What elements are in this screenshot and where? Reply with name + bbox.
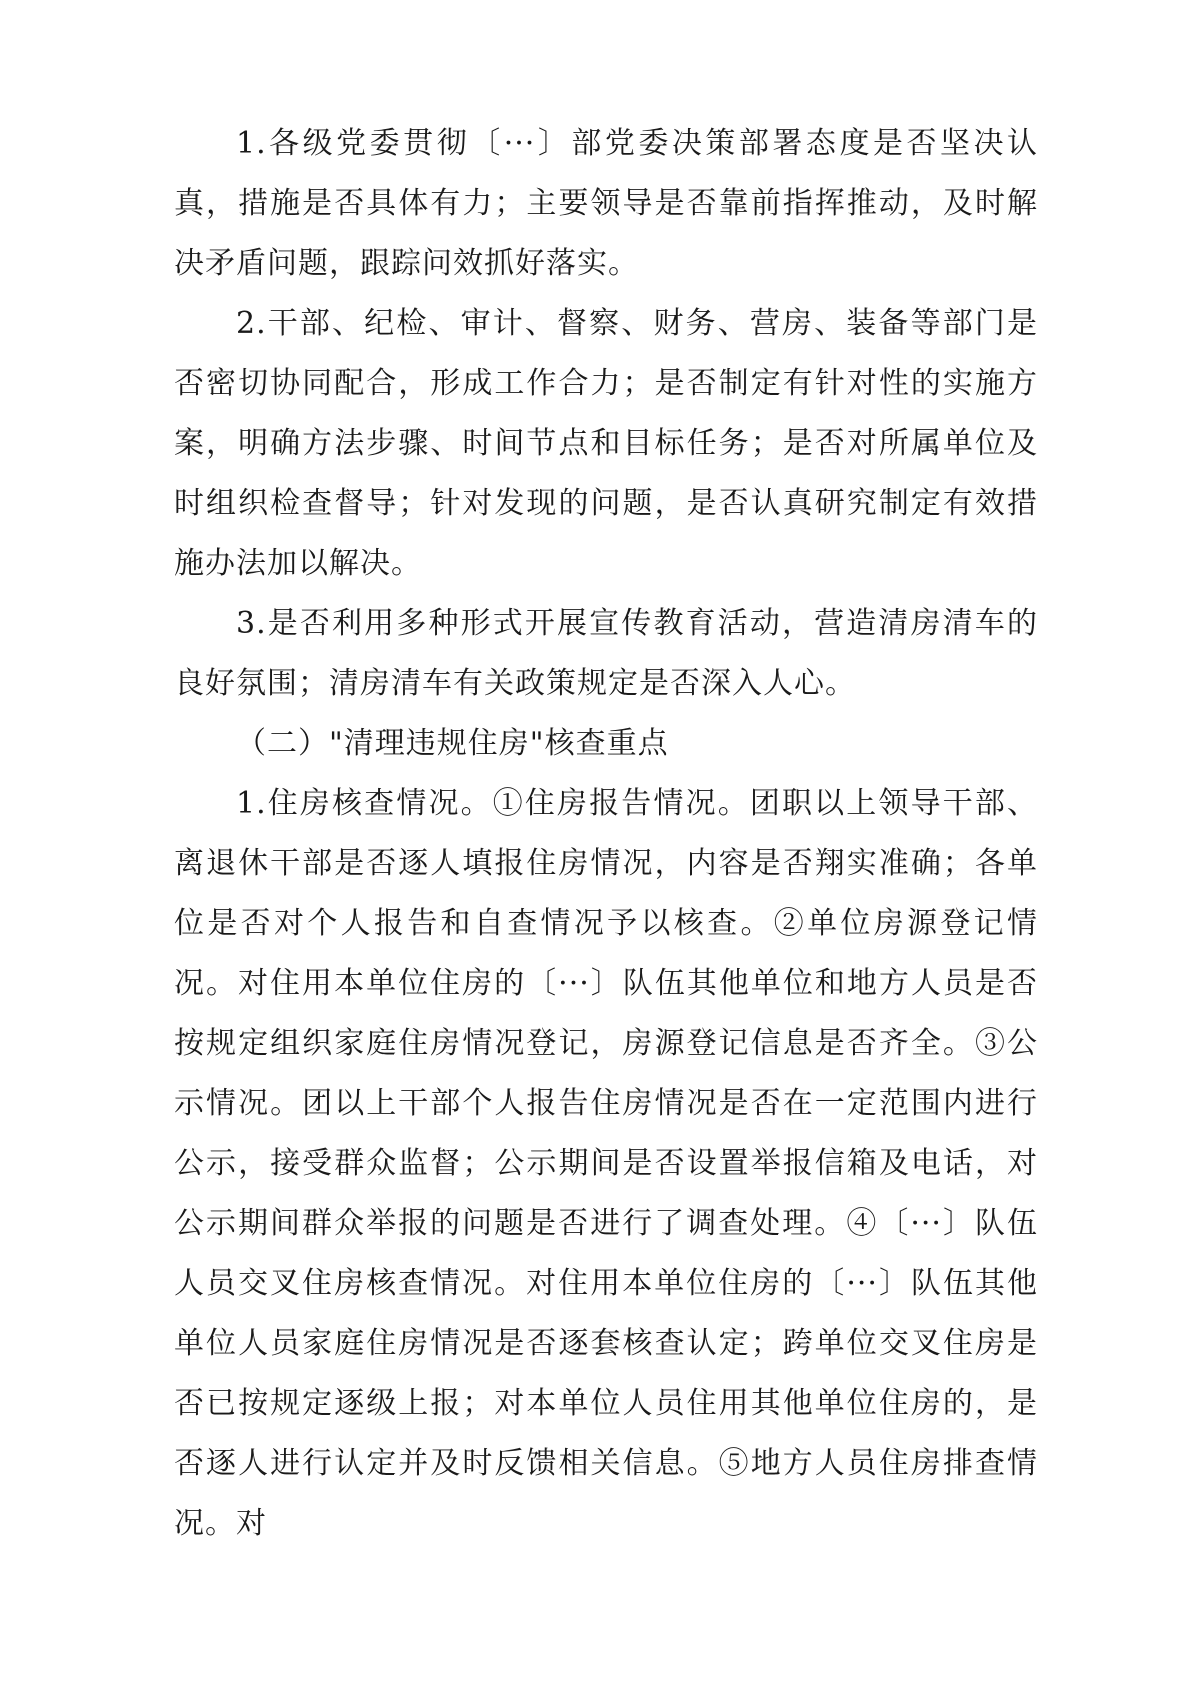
paragraph-4: 1.住房核查情况。①住房报告情况。团职以上领导干部、离退休干部是否逐人填报住房情况，内容是否翔实准确；各单位是否对个人报告和自查情况予以核查。②单位房源登记情况。对住用本单位住房的〔···〕队伍其他单位和地方人员是否按规定组织家庭住房情况登记，房源登记信息是否齐全。③公示情况。团以上干部个人报告住房情况是否在一定范围内进行公示，接受群众监督；公示期间是否设置举报信箱及电话，对公示期间群众举报的问题是否进行了调查处理。④〔···〕队伍人员交叉住房核查情况。对住用本单位住房的〔···〕队伍其他单位人员家庭住房情况是否逐套核查认定；跨单位交叉住房是否已按规定逐级上报；对本单位人员住用其他单位住房的，是否逐人进行认定并及时反馈相关信息。⑤地方人员住房排查情况。对 (174, 786, 1038, 1541)
paragraph-2: 2.干部、纪检、审计、督察、财务、营房、装备等部门是否密切协同配合，形成工作合力；是否制定有针对性的实施方案，明确方法步骤、时间节点和目标任务；是否对所属单位及时组织检查督导；针对发现的问题，是否认真研究制定有效措施办法加以解决。 (174, 306, 1038, 581)
paragraph-1: 1.各级党委贯彻〔···〕部党委决策部署态度是否坚决认真，措施是否具体有力；主要领导是否靠前指挥推动，及时解决矛盾问题，跟踪问效抓好落实。 (174, 126, 1038, 281)
document-body (174, 114, 1038, 1554)
paragraph-3: 3.是否利用多种形式开展宣传教育活动，营造清房清车的良好氛围；清房清车有关政策规定是否深入人心。 (174, 606, 1038, 701)
section-heading: （二）"清理违规住房"核查重点 (236, 726, 669, 761)
